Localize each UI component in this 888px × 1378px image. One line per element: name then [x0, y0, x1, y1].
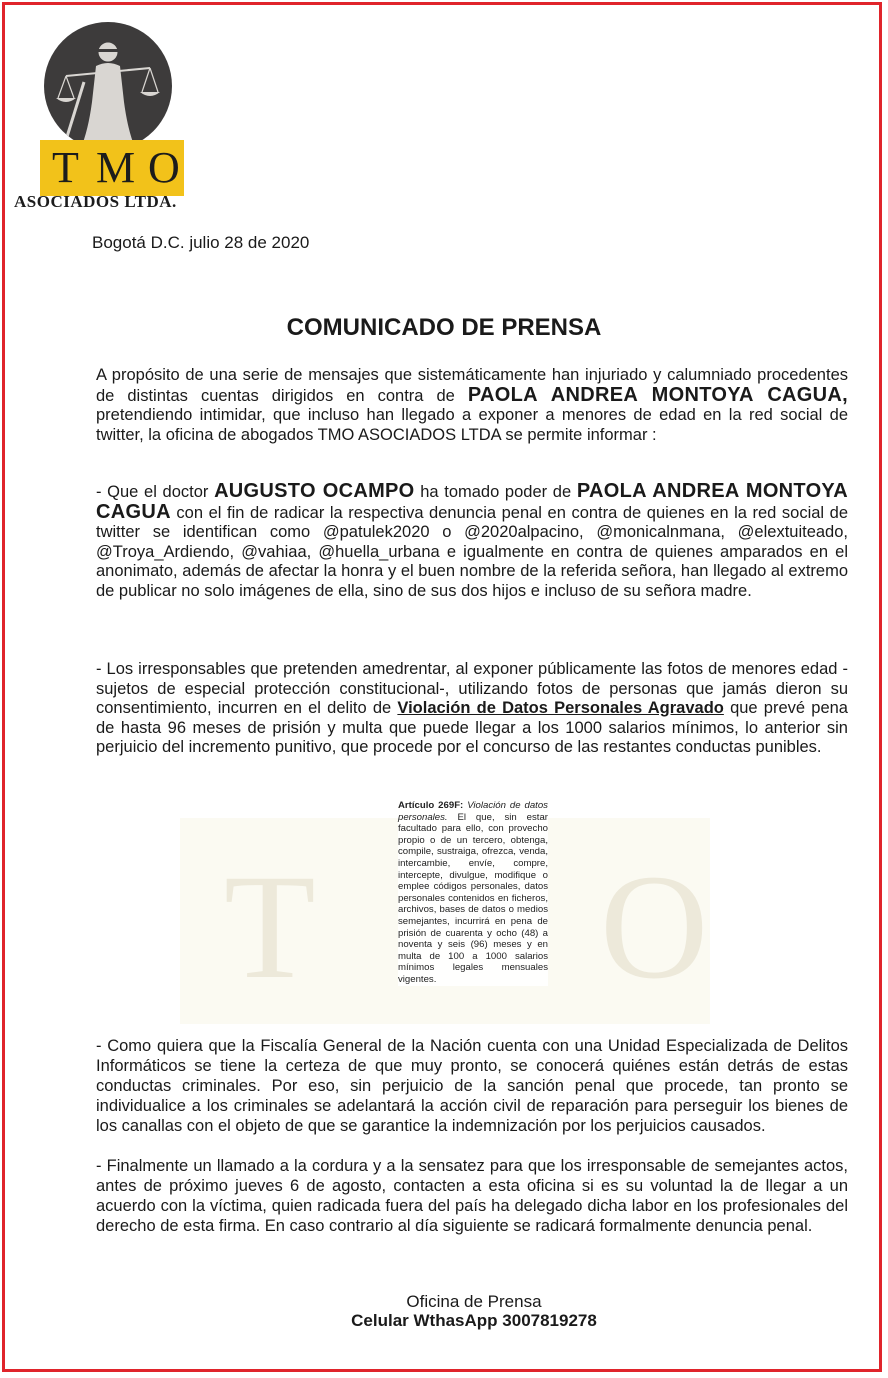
paragraph-crime-text-a: - Los irresponsables que pretenden amedrentar, al exponer públicamente las fotos de menores edad -sujetos de especial protección constitucional-, utilizando fotos de personas que jamás dieron su consentimiento, incurren en el delito de: [96, 660, 848, 717]
paragraph-power-text-c: con el fin de radicar la respectiva denuncia penal en contra de quienes en la red social de twitter se identifican como @patulek2020 o @2020alpacino, @monicalnmana, @elextuiteado, @Troya_Ardiendo, @vahiaa, @huella_urbana e igualmente en contra de quienes amparados en el anonimato, además de afectar la honra y el buen nombre de la referida señora, han llegado al extremo de publicar no solo imágenes de ella, sino de sus dos hijos e incluso de su señora madre.: [96, 503, 848, 600]
date-line: Bogotá D.C. julio 28 de 2020: [92, 233, 310, 252]
client-name: PAOLA ANDREA MONTOYA CAGUA,: [467, 383, 849, 406]
signature-phone: Celular WthasApp 3007819278: [351, 1311, 597, 1330]
paragraph-power-text-a: - Que el doctor: [96, 483, 215, 501]
watermark-letter-o: O: [600, 844, 709, 1010]
paragraph-intro: [96, 366, 848, 445]
paragraph-intro-text-a: A propósito de una serie de mensajes que sistemáticamente han injuriado y calumniado procedentes de distintas cuentas dirigidos en contra de: [96, 366, 848, 405]
watermark-letter-t: T: [224, 844, 316, 1010]
paragraph-intro-text-b: pretendiendo intimidar, que incluso han llegado a exponer a menores de edad en la red social de twitter, la oficina de abogados TMO ASOCIADOS LTDA se permite informar :: [96, 406, 848, 444]
client-name-2: PAOLA ANDREA MONTOYA CAGUA: [96, 480, 848, 523]
logo-letter-m: M: [96, 143, 136, 192]
paragraph-crime-text-b: que prevé pena de hasta 96 meses de prisión y multa que puede llegar a los 1000 salarios mínimos, lo anterior sin perjuicio del incremento punitivo, que procede por el concurso de las restantes conductas punibles.: [96, 699, 848, 756]
logo-letter-box: [40, 140, 184, 196]
paragraph-power-text-b: ha tomado poder de: [414, 483, 577, 501]
lawyer-name: AUGUSTO OCAMPO: [214, 480, 415, 502]
paragraph-final: - Finalmente un llamado a la cordura y a la sensatez para que los irresponsable de semejantes actos, antes de próximo jueves 6 de agosto, contacten a esta oficina si es su voluntad la de llegar a un acuerdo con la víctima, quien radicada fuera del país ha delegado dicha labor en los profesionales del derecho de esta firma. En caso contrario al día siguiente se radicará formalmente denuncia penal.: [96, 1157, 848, 1235]
signature-office: Oficina de Prensa: [406, 1292, 542, 1311]
logo-letter-o: O: [148, 143, 180, 192]
crime-name: Violación de Datos Personales Agravado: [397, 699, 724, 717]
article-heading: Artículo 269F:: [398, 800, 464, 811]
paragraph-fiscalia: - Como quiera que la Fiscalía General de la Nación cuenta con una Unidad Especializada de Delitos Informáticos se tiene la certeza de que muy pronto, se conocerá quiénes están detrás de estas conductas criminales. Por eso, sin perjuicio de la sanción penal que procede, tan pronto se individualice a los criminales se adelantará la acción civil de reparación para perseguir los bienes de los canallas con el objeto de que se garantice la indemnización por los perjuicios causados.: [96, 1037, 848, 1135]
article-body: El que, sin estar facultado para ello, con provecho propio o de un tercero, obtenga, compile, sustraiga, ofrezca, venda, intercambie, envíe, compre, intercepte, divulgue, modifique o emplee códigos personales, datos personales contenidos en ficheros, archivos, bases de datos o medios semejantes, incurrirá en pena de prisión de cuarenta y ocho (48) a noventa y seis (96) meses y en multa de 100 a 1000 salarios mínimos legales mensuales vigentes.: [398, 811, 548, 985]
article-excerpt: [398, 800, 548, 986]
logo-letter-t: T: [52, 143, 79, 192]
document-title: COMUNICADO DE PRENSA: [286, 314, 602, 341]
company-name: ASOCIADOS LTDA.: [14, 192, 177, 211]
article-heading-rest: Violación de datos personales.: [398, 800, 548, 823]
justice-emblem-icon: [44, 22, 172, 150]
paragraph-crime: [96, 660, 848, 758]
paragraph-power: [96, 482, 848, 601]
company-logo: [14, 18, 204, 218]
